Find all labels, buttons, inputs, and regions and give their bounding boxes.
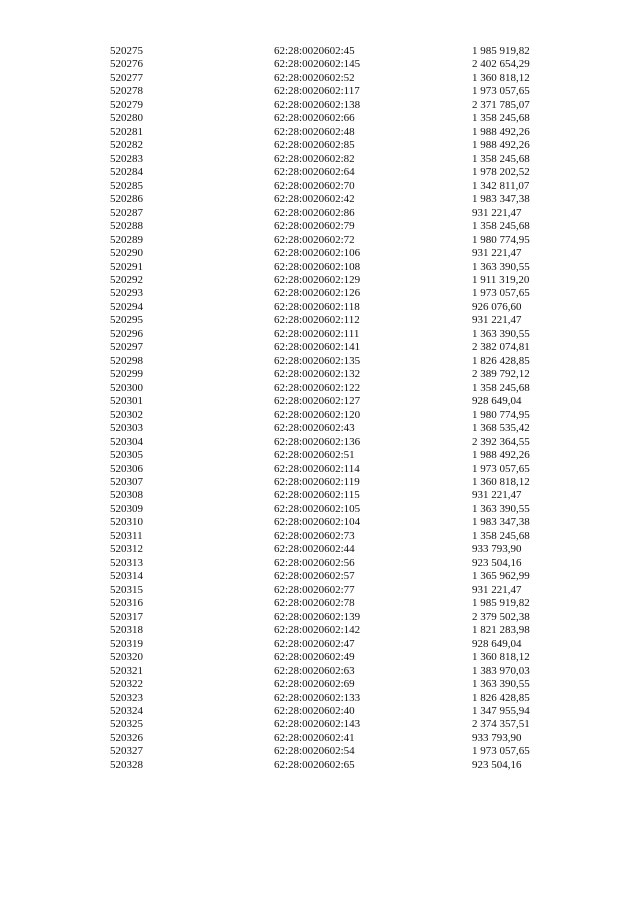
cadastral-number: 62:28:0020602:108 bbox=[274, 260, 361, 273]
cadastral-value: 931 221,47 bbox=[472, 314, 522, 327]
cadastral-value: 1 978 202,52 bbox=[472, 166, 530, 179]
cadastral-number: 62:28:0020602:78 bbox=[274, 597, 355, 610]
table-row bbox=[110, 678, 582, 691]
cadastral-number: 62:28:0020602:106 bbox=[274, 247, 361, 260]
table-row bbox=[110, 166, 582, 179]
cadastral-number: 62:28:0020602:44 bbox=[274, 543, 355, 556]
cadastral-number: 62:28:0020602:85 bbox=[274, 139, 355, 152]
cadastral-value: 1 342 811,07 bbox=[472, 179, 530, 192]
cadastral-value: 1 911 319,20 bbox=[472, 273, 530, 286]
table-row bbox=[110, 597, 582, 610]
cadastral-value: 1 368 535,42 bbox=[472, 422, 530, 435]
table-row bbox=[110, 247, 582, 260]
cadastral-number: 62:28:0020602:77 bbox=[274, 583, 355, 596]
table-row bbox=[110, 314, 582, 327]
table-row bbox=[110, 436, 582, 449]
cadastral-value: 1 988 492,26 bbox=[472, 139, 530, 152]
cadastral-number: 62:28:0020602:105 bbox=[274, 502, 361, 515]
table-row bbox=[110, 220, 582, 233]
cadastral-number: 62:28:0020602:120 bbox=[274, 408, 361, 421]
cadastral-value: 1 983 347,38 bbox=[472, 193, 530, 206]
cadastral-value: 2 389 792,12 bbox=[472, 368, 530, 381]
table-row bbox=[110, 530, 582, 543]
cadastral-value: 1 358 245,68 bbox=[472, 381, 530, 394]
cadastral-number: 62:28:0020602:82 bbox=[274, 152, 355, 165]
cadastral-number: 62:28:0020602:142 bbox=[274, 624, 361, 637]
cadastral-number: 62:28:0020602:40 bbox=[274, 704, 355, 717]
cadastral-number: 62:28:0020602:114 bbox=[274, 462, 360, 475]
cadastral-value: 931 221,47 bbox=[472, 489, 522, 502]
cadastral-number: 62:28:0020602:86 bbox=[274, 206, 355, 219]
cadastral-number: 62:28:0020602:51 bbox=[274, 449, 355, 462]
row-number: 520320 bbox=[110, 651, 143, 664]
cadastral-value: 2 374 357,51 bbox=[472, 718, 530, 731]
table-row bbox=[110, 193, 582, 206]
cadastral-number: 62:28:0020602:138 bbox=[274, 98, 361, 111]
row-number: 520293 bbox=[110, 287, 143, 300]
row-number: 520321 bbox=[110, 664, 143, 677]
cadastral-value: 2 392 364,55 bbox=[472, 435, 530, 448]
cadastral-number: 62:28:0020602:126 bbox=[274, 287, 361, 300]
cadastral-number: 62:28:0020602:129 bbox=[274, 273, 361, 286]
cadastral-value: 2 379 502,38 bbox=[472, 610, 530, 623]
row-number: 520302 bbox=[110, 408, 143, 421]
cadastral-value: 1 358 245,68 bbox=[472, 529, 530, 542]
cadastral-value: 1 985 919,82 bbox=[472, 45, 530, 57]
table-row bbox=[110, 543, 582, 556]
table-row bbox=[110, 584, 582, 597]
table-row bbox=[110, 611, 582, 624]
row-number: 520308 bbox=[110, 489, 143, 502]
cadastral-number: 62:28:0020602:141 bbox=[274, 341, 361, 354]
row-number: 520304 bbox=[110, 435, 143, 448]
row-number: 520309 bbox=[110, 502, 143, 515]
cadastral-number: 62:28:0020602:136 bbox=[274, 435, 361, 448]
cadastral-number: 62:28:0020602:52 bbox=[274, 71, 355, 84]
row-number: 520311 bbox=[110, 529, 143, 542]
table-row bbox=[110, 463, 582, 476]
table-row bbox=[110, 99, 582, 112]
cadastral-value: 928 649,04 bbox=[472, 395, 522, 408]
row-number: 520314 bbox=[110, 570, 143, 583]
cadastral-value: 1 363 390,55 bbox=[472, 327, 530, 340]
cadastral-number: 62:28:0020602:143 bbox=[274, 718, 361, 731]
cadastral-number: 62:28:0020602:117 bbox=[274, 85, 360, 98]
cadastral-value: 926 076,60 bbox=[472, 300, 522, 313]
cadastral-value: 931 221,47 bbox=[472, 247, 522, 260]
cadastral-number: 62:28:0020602:57 bbox=[274, 570, 355, 583]
row-number: 520276 bbox=[110, 58, 143, 71]
table-row bbox=[110, 139, 582, 152]
table-row bbox=[110, 409, 582, 422]
row-number: 520288 bbox=[110, 220, 143, 233]
cadastral-value: 1 360 818,12 bbox=[472, 651, 530, 664]
cadastral-number: 62:28:0020602:79 bbox=[274, 220, 355, 233]
row-number: 520319 bbox=[110, 637, 143, 650]
cadastral-value: 2 402 654,29 bbox=[472, 58, 530, 71]
row-number: 520300 bbox=[110, 381, 143, 394]
cadastral-value: 1 973 057,65 bbox=[472, 745, 530, 758]
table-row bbox=[110, 85, 582, 98]
table-row bbox=[110, 718, 582, 731]
table-row bbox=[110, 692, 582, 705]
cadastral-number: 62:28:0020602:70 bbox=[274, 179, 355, 192]
cadastral-number: 62:28:0020602:63 bbox=[274, 664, 355, 677]
cadastral-value: 1 383 970,03 bbox=[472, 664, 530, 677]
row-number: 520313 bbox=[110, 556, 143, 569]
table-row bbox=[110, 58, 582, 71]
row-number: 520296 bbox=[110, 327, 143, 340]
row-number: 520289 bbox=[110, 233, 143, 246]
cadastral-value: 1 826 428,85 bbox=[472, 691, 530, 704]
cadastral-number: 62:28:0020602:69 bbox=[274, 678, 355, 691]
cadastral-value: 1 363 390,55 bbox=[472, 260, 530, 273]
row-number: 520310 bbox=[110, 516, 143, 529]
cadastral-value: 931 221,47 bbox=[472, 206, 522, 219]
cadastral-value: 2 382 074,81 bbox=[472, 341, 530, 354]
row-number: 520306 bbox=[110, 462, 143, 475]
table-row bbox=[110, 368, 582, 381]
cadastral-value: 933 793,90 bbox=[472, 543, 522, 556]
row-number: 520277 bbox=[110, 71, 143, 84]
row-number: 520279 bbox=[110, 98, 143, 111]
table-row bbox=[110, 301, 582, 314]
row-number: 520301 bbox=[110, 395, 143, 408]
table-row bbox=[110, 745, 582, 758]
row-number: 520285 bbox=[110, 179, 143, 192]
cadastral-number: 62:28:0020602:64 bbox=[274, 166, 355, 179]
cadastral-value: 1 360 818,12 bbox=[472, 476, 530, 488]
cadastral-value: 933 793,90 bbox=[472, 731, 522, 744]
table-row bbox=[110, 45, 582, 58]
row-number: 520317 bbox=[110, 610, 143, 623]
cadastral-value: 1 358 245,68 bbox=[472, 152, 530, 165]
row-number: 520275 bbox=[110, 45, 143, 57]
row-number: 520324 bbox=[110, 704, 143, 717]
row-number: 520280 bbox=[110, 112, 143, 125]
row-number: 520290 bbox=[110, 247, 143, 260]
table-row bbox=[110, 328, 582, 341]
row-number: 520315 bbox=[110, 583, 143, 596]
cadastral-value: 1 363 390,55 bbox=[472, 502, 530, 515]
cadastral-number: 62:28:0020602:119 bbox=[274, 476, 360, 488]
row-number: 520305 bbox=[110, 449, 143, 462]
cadastral-number: 62:28:0020602:135 bbox=[274, 354, 361, 367]
cadastral-value: 1 821 283,98 bbox=[472, 624, 530, 637]
row-number: 520307 bbox=[110, 476, 143, 488]
cadastral-number: 62:28:0020602:45 bbox=[274, 45, 355, 57]
table-row bbox=[110, 489, 582, 502]
cadastral-number: 62:28:0020602:104 bbox=[274, 516, 361, 529]
row-number: 520325 bbox=[110, 718, 143, 731]
row-number: 520327 bbox=[110, 745, 143, 758]
cadastral-number: 62:28:0020602:48 bbox=[274, 125, 355, 138]
cadastral-number: 62:28:0020602:112 bbox=[274, 314, 360, 327]
table-row bbox=[110, 557, 582, 570]
table-row bbox=[110, 261, 582, 274]
row-number: 520318 bbox=[110, 624, 143, 637]
cadastral-value: 1 358 245,68 bbox=[472, 112, 530, 125]
cadastral-value: 1 365 962,99 bbox=[472, 570, 530, 583]
cadastral-value: 931 221,47 bbox=[472, 583, 522, 596]
table-row bbox=[110, 382, 582, 395]
table-row bbox=[110, 207, 582, 220]
cadastral-value: 1 988 492,26 bbox=[472, 449, 530, 462]
table-row bbox=[110, 624, 582, 637]
row-number: 520312 bbox=[110, 543, 143, 556]
table-row bbox=[110, 287, 582, 300]
table-row bbox=[110, 651, 582, 664]
cadastral-number: 62:28:0020602:47 bbox=[274, 637, 355, 650]
cadastral-number: 62:28:0020602:56 bbox=[274, 556, 355, 569]
table-row bbox=[110, 153, 582, 166]
table-row bbox=[110, 476, 582, 489]
row-number: 520316 bbox=[110, 597, 143, 610]
cadastral-number: 62:28:0020602:49 bbox=[274, 651, 355, 664]
table-row bbox=[110, 516, 582, 529]
row-number: 520326 bbox=[110, 731, 143, 744]
table-body bbox=[110, 45, 582, 772]
row-number: 520286 bbox=[110, 193, 143, 206]
table-row bbox=[110, 180, 582, 193]
cadastral-value: 1 988 492,26 bbox=[472, 125, 530, 138]
table-row bbox=[110, 234, 582, 247]
row-number: 520287 bbox=[110, 206, 143, 219]
cadastral-value: 1 973 057,65 bbox=[472, 287, 530, 300]
row-number: 520284 bbox=[110, 166, 143, 179]
cadastral-value: 2 371 785,07 bbox=[472, 98, 530, 111]
row-number: 520297 bbox=[110, 341, 143, 354]
table-row bbox=[110, 355, 582, 368]
row-number: 520323 bbox=[110, 691, 143, 704]
cadastral-value: 1 980 774,95 bbox=[472, 408, 530, 421]
cadastral-number: 62:28:0020602:72 bbox=[274, 233, 355, 246]
cadastral-number: 62:28:0020602:41 bbox=[274, 731, 355, 744]
row-number: 520282 bbox=[110, 139, 143, 152]
cadastral-value: 1 358 245,68 bbox=[472, 220, 530, 233]
table-row bbox=[110, 72, 582, 85]
cadastral-value: 1 826 428,85 bbox=[472, 354, 530, 367]
cadastral-value: 928 649,04 bbox=[472, 637, 522, 650]
cadastral-number: 62:28:0020602:145 bbox=[274, 58, 361, 71]
cadastral-value: 1 347 955,94 bbox=[472, 704, 530, 717]
table-row bbox=[110, 705, 582, 718]
cadastral-number: 62:28:0020602:42 bbox=[274, 193, 355, 206]
row-number: 520303 bbox=[110, 422, 143, 435]
row-number: 520291 bbox=[110, 260, 143, 273]
cadastral-value: 1 983 347,38 bbox=[472, 516, 530, 529]
row-number: 520283 bbox=[110, 152, 143, 165]
table-row bbox=[110, 341, 582, 354]
cadastral-value: 923 504,16 bbox=[472, 758, 522, 771]
table-row bbox=[110, 503, 582, 516]
cadastral-value: 1 973 057,65 bbox=[472, 85, 530, 98]
table-row bbox=[110, 395, 582, 408]
cadastral-number: 62:28:0020602:118 bbox=[274, 300, 360, 313]
cadastral-number: 62:28:0020602:122 bbox=[274, 381, 361, 394]
cadastral-number: 62:28:0020602:132 bbox=[274, 368, 361, 381]
cadastral-value: 1 985 919,82 bbox=[472, 597, 530, 610]
table-row bbox=[110, 422, 582, 435]
cadastral-number: 62:28:0020602:73 bbox=[274, 529, 355, 542]
table-row bbox=[110, 665, 582, 678]
cadastral-value: 1 973 057,65 bbox=[472, 462, 530, 475]
table-row bbox=[110, 638, 582, 651]
row-number: 520322 bbox=[110, 678, 143, 691]
cadastral-value: 923 504,16 bbox=[472, 556, 522, 569]
row-number: 520278 bbox=[110, 85, 143, 98]
table-row bbox=[110, 570, 582, 583]
table-row bbox=[110, 112, 582, 125]
cadastral-value: 1 363 390,55 bbox=[472, 678, 530, 691]
table-row bbox=[110, 732, 582, 745]
cadastral-number: 62:28:0020602:127 bbox=[274, 395, 361, 408]
cadastral-value: 1 980 774,95 bbox=[472, 233, 530, 246]
row-number: 520299 bbox=[110, 368, 143, 381]
cadastral-number: 62:28:0020602:43 bbox=[274, 422, 355, 435]
cadastral-number: 62:28:0020602:115 bbox=[274, 489, 360, 502]
row-number: 520294 bbox=[110, 300, 143, 313]
cadastral-number: 62:28:0020602:133 bbox=[274, 691, 361, 704]
table-row bbox=[110, 759, 582, 772]
cadastral-number: 62:28:0020602:66 bbox=[274, 112, 355, 125]
row-number: 520295 bbox=[110, 314, 143, 327]
row-number: 520298 bbox=[110, 354, 143, 367]
cadastral-number: 62:28:0020602:111 bbox=[274, 327, 360, 340]
row-number: 520328 bbox=[110, 758, 143, 771]
row-number: 520292 bbox=[110, 273, 143, 286]
table-row bbox=[110, 126, 582, 139]
cadastral-number: 62:28:0020602:65 bbox=[274, 758, 355, 771]
table-row bbox=[110, 274, 582, 287]
table-row bbox=[110, 449, 582, 462]
cadastral-value: 1 360 818,12 bbox=[472, 71, 530, 84]
cadastral-number: 62:28:0020602:139 bbox=[274, 610, 361, 623]
cadastral-value-table bbox=[110, 45, 582, 772]
cadastral-number: 62:28:0020602:54 bbox=[274, 745, 355, 758]
row-number: 520281 bbox=[110, 125, 143, 138]
